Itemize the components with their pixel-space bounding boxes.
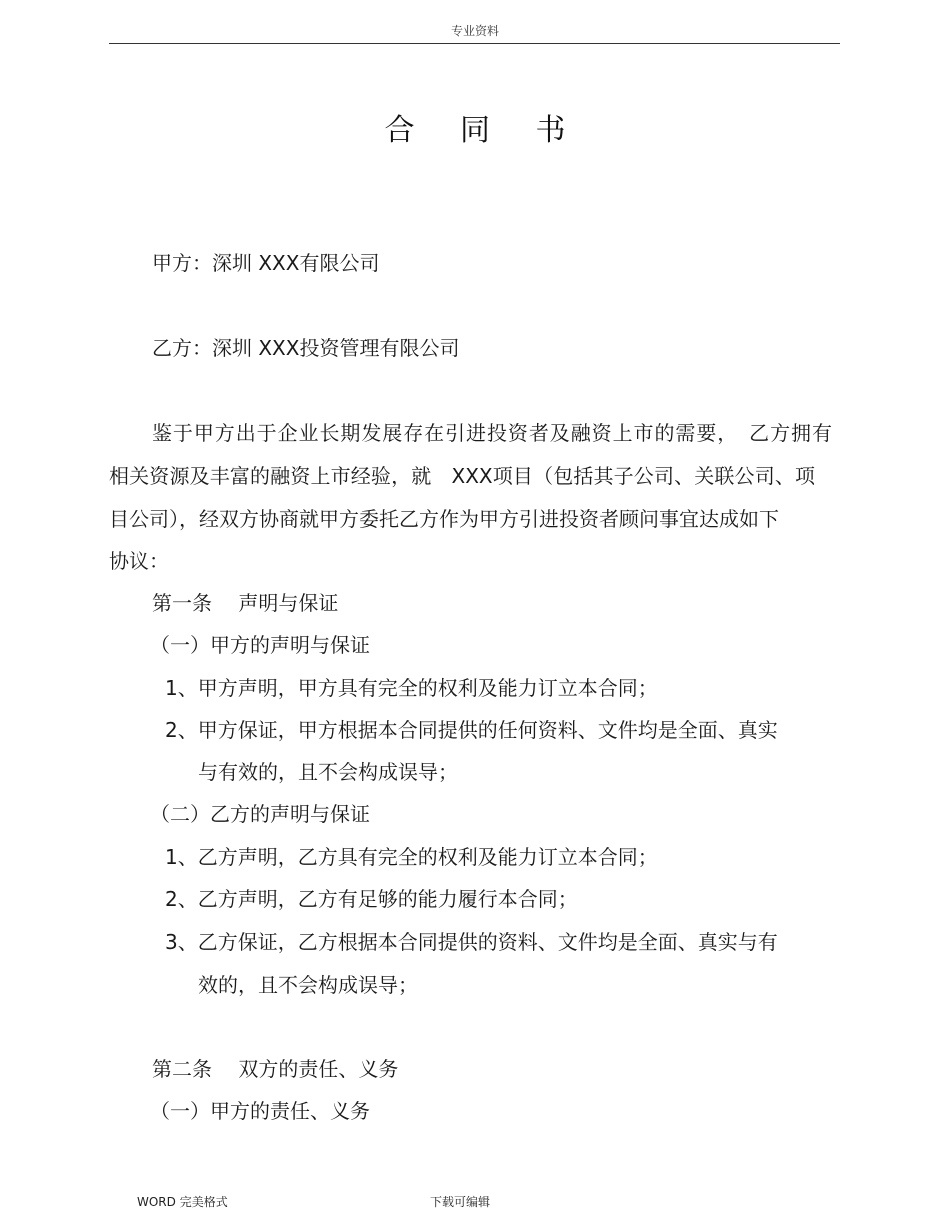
article-1-a-item-1: 1、甲方声明，甲方具有完全的权利及能力订立本合同；: [165, 676, 658, 700]
article-1-b-item-3-cont: 效的，且不会构成误导；: [198, 973, 418, 997]
article-1-subheading-b: （二）乙方的声明与保证: [150, 802, 370, 826]
article-1-a-item-2: 2、甲方保证，甲方根据本合同提供的任何资料、文件均是全面、真实: [165, 718, 778, 742]
article-1-subheading-a: （一）甲方的声明与保证: [150, 633, 370, 657]
article-1-b-item-1: 1、乙方声明，乙方具有完全的权利及能力订立本合同；: [165, 845, 658, 869]
party-b-line: 乙方：深圳 XXX投资管理有限公司: [152, 336, 460, 360]
preamble-line-4: 协议：: [109, 549, 169, 573]
footer-edit-note: 下载可编辑: [430, 1195, 491, 1209]
preamble-line-3: 目公司），经双方协商就甲方委托乙方作为甲方引进投资者顾问事宜达成如下: [109, 507, 779, 531]
document-title: 合 同 书: [384, 113, 584, 148]
preamble-line-2: 相关资源及丰富的融资上市经验，就 XXX项目（包括其子公司、关联公司、项: [109, 464, 815, 488]
article-1-heading: 第一条 声明与保证: [152, 591, 339, 615]
footer-format-note: WORD 完美格式: [137, 1195, 228, 1209]
header-divider: [109, 43, 840, 44]
article-1-a-item-2-cont: 与有效的，且不会构成误导；: [198, 760, 458, 784]
preamble-line-1: 鉴于甲方出于企业长期发展存在引进投资者及融资上市的需要， 乙方拥有: [152, 421, 832, 445]
article-2-heading: 第二条 双方的责任、义务: [152, 1057, 399, 1081]
party-a-line: 甲方：深圳 XXX有限公司: [152, 251, 380, 275]
page-header-label: 专业资料: [450, 24, 499, 38]
article-1-b-item-2: 2、乙方声明，乙方有足够的能力履行本合同；: [165, 887, 578, 911]
article-1-b-item-3: 3、乙方保证，乙方根据本合同提供的资料、文件均是全面、真实与有: [165, 930, 778, 954]
article-2-subheading-a: （一）甲方的责任、义务: [150, 1099, 370, 1123]
